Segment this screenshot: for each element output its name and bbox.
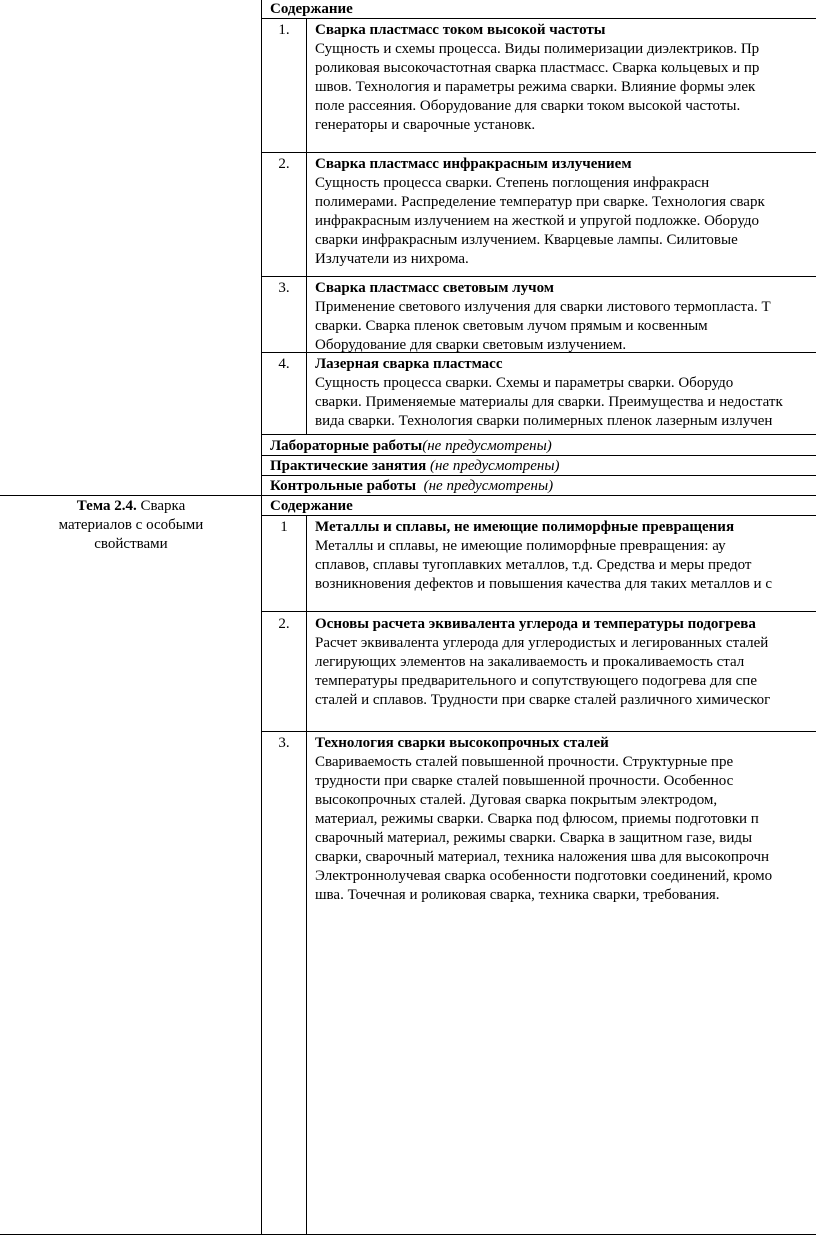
- item-text-line: Свариваемость сталей повышенной прочности. Структурные пре: [315, 754, 734, 770]
- rule-item-2-end: [261, 276, 816, 277]
- item-text-line: возникновения дефектов и повышения качества для таких металлов и с: [315, 576, 772, 592]
- number-column-border-bottom: [306, 516, 307, 1235]
- item-text-line: сварки. Применяемые материалы для сварки. Преимущества и недостатк: [315, 394, 783, 410]
- control-row: [270, 477, 553, 496]
- item-title: Сварка пластмасс инфракрасным излучением: [315, 156, 632, 172]
- practice-note: (не предусмотрены): [426, 458, 560, 474]
- item-title: Металлы и сплавы, не имеющие полиморфные превращения: [315, 519, 735, 535]
- rule-item-1-end: [261, 152, 816, 153]
- item-text-line: температуры предварительного и сопутствующего подогрева для спе: [315, 673, 757, 689]
- item-text-line: Металлы и сплавы, не имеющие полиморфные превращения: ау: [315, 538, 726, 554]
- item-number: 4.: [278, 356, 290, 372]
- rule-bottom: [0, 1234, 816, 1235]
- item-text-line: Расчет эквивалента углерода для углеродистых и легированных сталей: [315, 635, 769, 651]
- item-number: 1.: [278, 22, 290, 38]
- item-text-line: высокопрочных сталей. Дуговая сварка покрытым электродом,: [315, 792, 718, 808]
- item-number: 2.: [278, 616, 290, 632]
- lab-works-row: [270, 437, 552, 456]
- control-label: Контрольные работы: [270, 478, 417, 494]
- item-title: Лазерная сварка пластмасс: [315, 356, 503, 372]
- practice-row: [270, 457, 559, 476]
- left-column-border: [261, 0, 262, 1235]
- item-title: Технология сварки высокопрочных сталей: [315, 735, 609, 751]
- item-text-line: сплавов, сплавы тугоплавких металлов, т.д. Средства и меры предот: [315, 557, 752, 573]
- item-text-line: полимерами. Распределение температур при сварке. Технология сварк: [315, 194, 765, 210]
- item-text-line: поле рассеяния. Оборудование для сварки током высокой частоты.: [315, 98, 741, 114]
- item-text-line: сварки. Сварка пленок световым лучом прямым и косвенным: [315, 318, 708, 334]
- item-number: 3.: [278, 280, 290, 296]
- lab-works-note: (не предусмотрены): [422, 438, 552, 454]
- item-title: Сварка пластмасс током высокой частоты: [315, 22, 606, 38]
- lab-works-label: Лабораторные работы: [270, 438, 423, 454]
- item-text-line: Сущность и схемы процесса. Виды полимеризации диэлектриков. Пр: [315, 41, 760, 57]
- item-number: 2.: [278, 156, 290, 172]
- item-text-line: роликовая высокочастотная сварка пластмасс. Сварка кольцевых и пр: [315, 60, 760, 76]
- item-text-line: трудности при сварке сталей повышенной прочности. Особеннос: [315, 773, 734, 789]
- control-note: (не предусмотрены): [416, 478, 554, 494]
- rule-s2-item-2-end: [261, 731, 816, 732]
- item-text-line: генераторы и сварочные установк.: [315, 117, 536, 133]
- practice-label: Практические занятия: [270, 458, 427, 474]
- item-text-line: сталей и сплавов. Трудности при сварке сталей различного химическог: [315, 692, 771, 708]
- section-header: Содержание: [270, 498, 353, 514]
- rule-s2-item-1-end: [261, 611, 816, 612]
- item-text-line: сварки инфракрасным излучением. Кварцевые лампы. Силитовые: [315, 232, 738, 248]
- item-text-line: швов. Технология и параметры режима сварки. Влияние формы элек: [315, 79, 756, 95]
- item-text-line: легирующих элементов на закаливаемость и прокаливаемость стал: [315, 654, 745, 670]
- item-title: Основы расчета эквивалента углерода и температуры подогрева: [315, 616, 756, 632]
- item-text-line: шва. Точечная и роликовая сварка, техника сварки, требования.: [315, 887, 720, 903]
- topic-number: Тема 2.4.: [76, 498, 137, 514]
- item-text-line: материал, режимы сварки. Сварка под флюсом, приемы подготовки п: [315, 811, 759, 827]
- number-column-border-top: [306, 19, 307, 434]
- item-text-line: Излучатели из нихрома.: [315, 251, 469, 267]
- item-number: 3.: [278, 735, 290, 751]
- item-text-line: вида сварки. Технология сварки полимерных пленок лазерным излучен: [315, 413, 773, 429]
- topic-title-line: свойствами: [94, 536, 168, 552]
- item-text-line: сварки, сварочный материал, техника наложения шва для высокопрочн: [315, 849, 770, 865]
- topic-title: [0, 497, 262, 516]
- topic-title-line: материалов с особыми: [58, 517, 204, 533]
- topic-title-rest: Сварка: [136, 498, 186, 514]
- item-text-line: Сущность процесса сварки. Схемы и параметры сварки. Оборудо: [315, 375, 734, 391]
- item-text-line: сварочный материал, режимы сварки. Сварка в защитном газе, виды: [315, 830, 753, 846]
- item-title: Сварка пластмасс световым лучом: [315, 280, 555, 296]
- item-text-line: Электроннолучевая сварка особенности подготовки соединений, кромо: [315, 868, 773, 884]
- item-number: 1: [280, 519, 288, 535]
- item-text-line: Оборудование для сварки световым излучением.: [315, 337, 627, 353]
- rule-item-4-end: [261, 434, 816, 435]
- item-text-line: Сущность процесса сварки. Степень поглощения инфракрасн: [315, 175, 710, 191]
- section-header: Содержание: [270, 1, 353, 17]
- item-text-line: Применение светового излучения для сварки листового термопласта. Т: [315, 299, 771, 315]
- item-text-line: инфракрасным излучением на жесткой и упругой подложке. Оборудо: [315, 213, 760, 229]
